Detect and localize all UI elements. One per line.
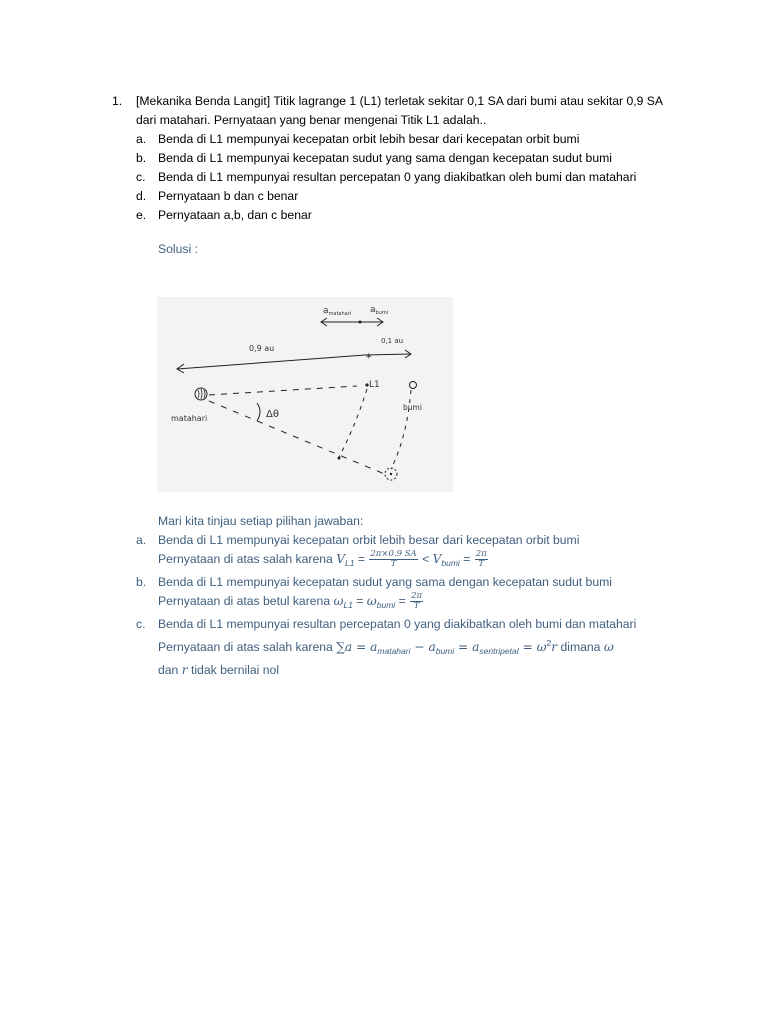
solution-item-a: a. Benda di L1 mempunyai kecepatan orbit lebih besar dari kecepatan orbit bumi Pernyataan di atas salah karena $V_{L1}$ = $\frac{2\pi\times 0.9 SA}{T}$ < $V_{bumi}$ = $\frac{2\pi}{T}$ (136, 531, 696, 573)
solution-c-explanation: Pernyataan di atas salah karena $\sum a = a_{matahari} - a_{bumi} = a_{sentripetal} = \omega^2r$ dimana ω (158, 638, 614, 656)
solution-item-b: b. Benda di L1 mempunyai kecepatan sudut yang sama dengan kecepatan sudut bumi Pernyataan di atas betul karena $\omega_{L1} = \omega_{bumi}$ = $\frac{2\pi}{T}$ (136, 573, 696, 615)
solution-c-title: Benda di L1 mempunyai resultan percepatan 0 yang diakibatkan oleh bumi dan matahari (158, 617, 637, 631)
question-block (112, 92, 702, 225)
solution-a-title: Benda di L1 mempunyai kecepatan orbit lebih besar dari kecepatan orbit bumi (158, 533, 580, 547)
sun-l1-line (209, 386, 357, 395)
svg-text:✶: ✶ (365, 352, 373, 362)
fraction-3: $\frac{2\pi}{T}$ (411, 591, 423, 612)
question-stem (136, 92, 702, 130)
option-d: d. Pernyataan b dan c benar (136, 189, 299, 203)
solution-block (136, 512, 696, 680)
question-stem-line-2: dari matahari. Pernyataan yang benar mengenai Titik L1 adalah.. (136, 113, 487, 127)
option-e: e. Pernyataan a,b, dan c benar (136, 208, 312, 222)
lagrange-diagram (157, 297, 453, 492)
diagram-svg (157, 297, 453, 492)
distance-small-label: 0,1 au (381, 337, 404, 345)
option-a: a. Benda di L1 mempunyai kecepatan orbit lebih besar dari kecepatan orbit bumi (136, 132, 580, 146)
delta-theta-label: Δθ (266, 409, 279, 420)
question-number: 1. (112, 94, 123, 108)
l1-orbit-arc (339, 389, 367, 457)
distance-arrow-sun-l1 (177, 355, 365, 369)
solution-b-explanation: Pernyataan di atas betul karena $\omega_{L1} = \omega_{bumi}$ = $\frac{2\pi}{T}$ (158, 591, 423, 612)
earth-orbit-arc (391, 390, 411, 469)
solution-b-title: Benda di L1 mempunyai kecepatan sudut yang sama dengan kecepatan sudut bumi (158, 575, 612, 589)
bumi-label: bumi (403, 403, 422, 412)
l1-point-2 (338, 457, 341, 460)
a-matahari-label: $a_{matahari}$ (323, 306, 352, 317)
angle-arc (257, 403, 260, 421)
solution-a-explanation: Pernyataan di atas salah karena $V_{L1}$ = $\frac{2\pi\times 0.9 SA}{T}$ < $V_{bumi}$ = $\frac{2\pi}{T}$ (158, 549, 487, 570)
question-options (136, 130, 702, 225)
solution-item-c: c. Benda di L1 mempunyai resultan percepatan 0 yang diakibatkan oleh bumi dan matahari Pernyataan di atas salah karena $\sum a = a_{matahari} - a_{bumi} = a_{sentripetal} = \omega^2r$ dimana ω dan r tidak bernilai nol (136, 615, 696, 680)
solution-c-explanation-line-2: dan r tidak bernilai nol (158, 663, 280, 677)
option-b: b. Benda di L1 mempunyai kecepatan sudut yang sama dengan kecepatan sudut bumi (136, 151, 612, 165)
solution-intro: Mari kita tinjau setiap pilihan jawaban: (158, 514, 364, 528)
a-bumi-label: $a_{bumi}$ (370, 305, 389, 316)
earth-icon (410, 382, 417, 389)
fraction-1: $\frac{2\pi\times 0.9 SA}{T}$ (370, 549, 417, 570)
question-stem-line-1: [Mekanika Benda Langit] Titik lagrange 1 (L1) terletak sekitar 0,1 SA dari bumi atau sekitar 0,9 SA (136, 94, 664, 108)
sun-earth-line-2 (209, 401, 387, 475)
distance-big-label: 0,9 au (249, 344, 275, 353)
matahari-label: matahari (171, 414, 208, 423)
fraction-2: $\frac{2\pi}{T}$ (475, 549, 487, 570)
l1-label: L1 (369, 380, 380, 390)
solusi-label: Solusi : (158, 242, 198, 256)
option-c: c. Benda di L1 mempunyai resultan percepatan 0 yang diakibatkan oleh bumi dan matahari (136, 170, 637, 184)
